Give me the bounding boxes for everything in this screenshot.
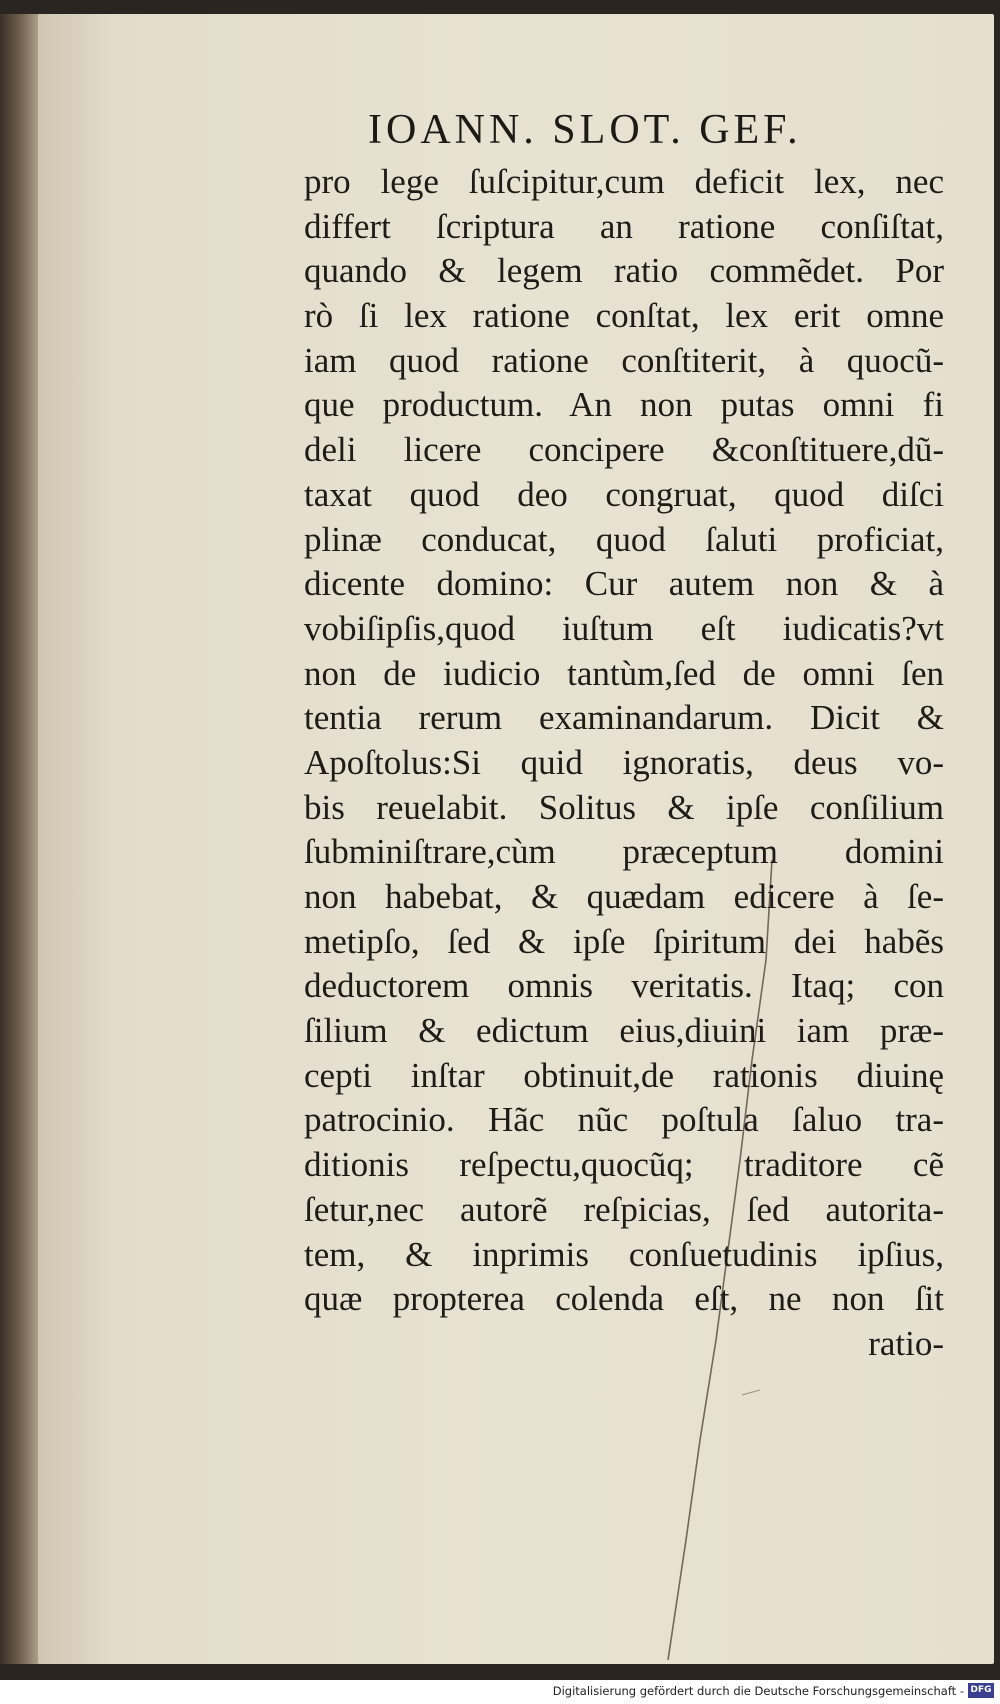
text-line: ſetur,nec autorẽ reſpicias, ſed autorita-: [304, 1189, 944, 1229]
text-line: ſilium & edictum eius,diuini iam præ-: [304, 1011, 944, 1051]
text-line: rò ſi lex ratione conſtat, lex erit omne: [304, 296, 944, 336]
text-line: non de iudicio tantùm,ſed de omni ſen: [304, 653, 944, 693]
text-line: non habebat, & quædam edicere à ſe-: [304, 877, 944, 916]
footer-bar: [0, 1680, 1000, 1704]
body-text: [304, 160, 944, 1367]
text-line: plinæ conducat, quod ſaluti proficiat,: [304, 519, 944, 559]
text-line: Apoſtolus:Si quid ignoratis, deus vo-: [304, 742, 944, 782]
text-line: deductorem omnis veritatis. Itaq; con: [304, 966, 944, 1006]
text-line: ſubminiſtrare,cùm præceptum domini: [304, 832, 944, 872]
text-line: patrocinio. Hãc nũc poſtula ſaluo tra-: [304, 1100, 944, 1140]
text-line: iam quod ratione conſtiterit, à quocũ-: [304, 340, 944, 380]
footer-credit: Digitalisierung gefördert durch die Deutsche Forschungsgemeinschaft -: [552, 1684, 964, 1698]
book-spine: [0, 14, 42, 1664]
text-line: differt ſcriptura an ratione conſiſtat,: [304, 206, 944, 246]
text-line: taxat quod deo congruat, quod diſci: [304, 474, 944, 514]
text-line: tentia rerum examinandarum. Dicit &: [304, 698, 944, 738]
text-line: ditionis reſpectu,quocũq; traditore cẽ: [304, 1145, 944, 1185]
text-line: cepti inſtar obtinuit,de rationis diuinę: [304, 1055, 944, 1095]
text-line: vobiſipſis,quod iuſtum eſt iudicatis?vt: [304, 608, 944, 648]
text-line: ratio-: [868, 1323, 944, 1363]
dfg-logo: DFG: [968, 1683, 994, 1698]
text-line: dicente domino: Cur autem non & à: [304, 564, 944, 604]
text-line: que productum. An non putas omni fi: [304, 385, 944, 425]
text-line: bis reuelabit. Solitus & ipſe conſilium: [304, 787, 944, 827]
text-line: quando & legem ratio commẽdet. Por: [304, 251, 944, 291]
text-line: quæ propterea colenda eſt, ne non ſit: [304, 1279, 944, 1319]
text-line: metipſo, ſed & ipſe ſpiritum dei habẽs: [304, 921, 944, 961]
text-line: pro lege ſuſcipitur,cum deficit lex, nec: [304, 162, 944, 201]
text-line: tem, & inprimis conſuetudinis ipſius,: [304, 1234, 944, 1274]
running-head: IOANN. SLOT. GEF.: [368, 107, 802, 153]
text-line: deli licere concipere &conſtituere,dũ-: [304, 430, 944, 470]
